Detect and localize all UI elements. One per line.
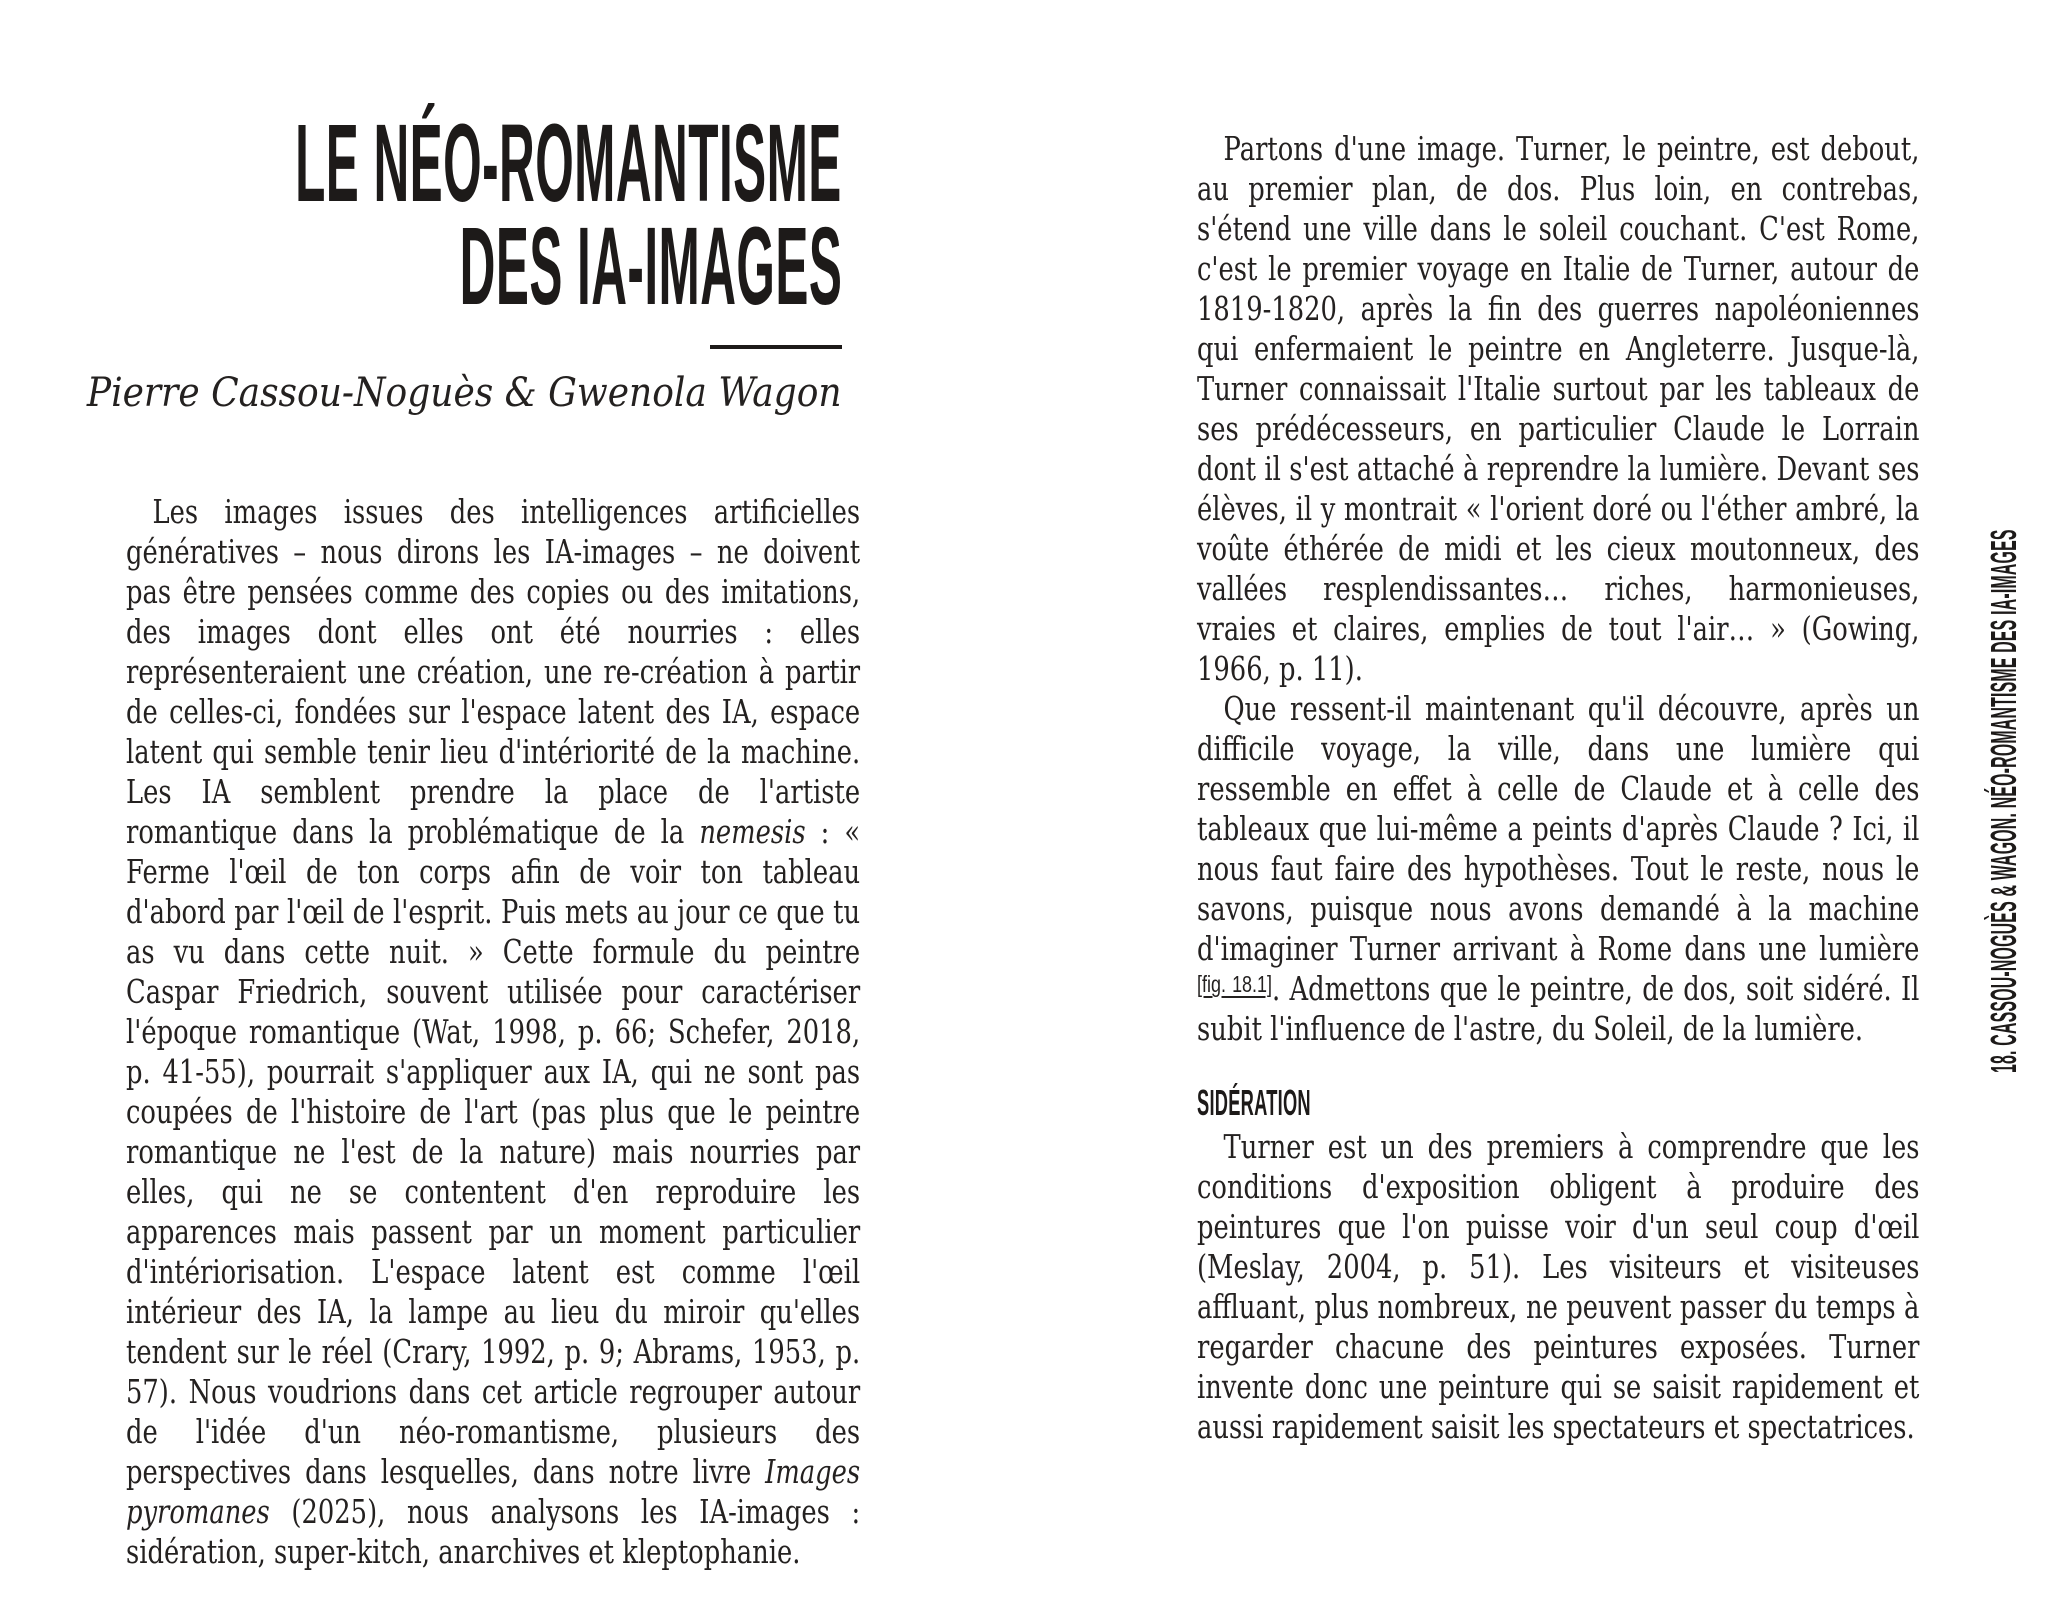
section-heading [1197,1083,1919,1123]
emphasized-text: nemesis [699,812,806,851]
page-right-paragraphs-top [1197,129,1919,1049]
page-right-paragraphs-bottom [1197,1127,1919,1447]
body-text: Partons d'une image. Turner, le peintre, est debout, au premier plan, de dos. Plus loin, en contrebas, s'étend une ville dans le soleil couchant. C'est Rome, c'est le premier voyage en Italie de Turner, autour de 1819-1820, après la fin des guerres napoléoniennes qui enfermaient le peintre en Angleterre. Jusque-là, Turner connaissait l'Italie surtout par les tableaux de ses prédécesseurs, en particulier Claude le Lorrain dont il s'est attaché à reprendre la lumière. Devant ses élèves, il y montrait « l'orient doré ou l'éther ambré, la voûte éthérée de midi et les cieux moutonneux, des vallées resplendissantes… riches, harmonieuses, vraies et claires, emplies de tout l'air… » (Gowing, 1966, p. 11). [1197,129,1920,688]
figure-reference: [fig. 18.1] [1197,971,1273,997]
paragraph [1197,689,1919,1049]
page-right-body [1197,129,1919,1447]
running-header-text: 18. CASSOU-NOGUÈS & WAGON. NÉO-ROMANTISME DES IA-IMAGES [1983,529,2024,1073]
section-heading-label: SIDÉRATION [1197,1082,1311,1123]
emphasized-text: Images pyromanes [126,1452,861,1531]
body-text: : « Ferme l'œil de ton corps afin de voir ton tableau d'abord par l'œil de l'esprit. Puis mets au jour ce que tu as vu dans cette nuit. » Cette formule du peintre Caspar Friedrich, souvent utilisée pour caractériser l'époque romantique (Wat, 1998, p. 66; Schefer, 2018, p. 41-55), pourrait s'appliquer aux IA, qui ne sont pas coupées de l'histoire de l'art (pas plus que le peintre romantique ne l'est de la nature) mais nourries par elles, qui ne se contentent d'en reproduire les apparences mais passent par un moment particulier d'intériorisation. L'espace latent est comme l'œil intérieur des IA, la lampe au lieu du miroir qu'elles tendent sur le réel (Crary, 1992, p. 9; Abrams, 1953, p. 57). Nous voudrions dans cet article regrouper autour de l'idée d'un néo-romantisme, plusieurs des perspectives dans lesquelles, dans notre livre [126,812,861,1491]
paragraph [1197,129,1919,689]
body-text: Les images issues des intelligences artificielles génératives – nous dirons les IA-images – ne doivent pas être pensées comme des copies ou des imitations, des images dont elles ont été nourries : elles représenteraient une création, une re-création à partir de celles-ci, fondées sur l'espace latent des IA, espace latent qui semble tenir lieu d'intériorité de la machine. Les IA semblent prendre la place de l'artiste romantique dans la problématique de la [126,492,861,851]
article-title-line-2: DES IA-IMAGES [459,205,842,328]
body-text: . Admettons que le peintre, de dos, soit sidéré. Il subit l'influence de l'astre, du Soleil, de la lumière. [1197,969,1920,1048]
body-text: Turner est un des premiers à comprendre que les conditions d'exposition obligent à produire des peintures que l'on puisse voir d'un seul coup d'œil (Meslay, 2004, p. 51). Les visiteurs et visiteuses affluant, plus nombreux, ne peuvent passer du temps à regarder chacune des peintures exposées. Turner invente donc une peinture qui se saisit rapidement et aussi rapidement saisit les spectateurs et spectatrices. [1197,1127,1920,1446]
paragraph [1197,1127,1919,1447]
running-header-vertical [1983,529,2024,1073]
body-text: Que ressent-il maintenant qu'il découvre, après un difficile voyage, la ville, dans une lumière qui ressemble en effet à celle de Claude et à celle des tableaux que lui-même a peints d'après Claude ? Ici, il nous faut faire des hypothèses. Tout le reste, nous le savons, puisque nous avons demandé à la machine d'imaginer Turner arrivant à Rome dans une lumière [1197,689,1920,968]
article-title-line-1: LE NÉO-ROMANTISME [295,102,842,225]
authors-byline: Pierre Cassou-Noguès & Gwenola Wagon [87,370,842,416]
body-text: (2025), nous analysons les IA-images : sidération, super-kitch, anarchives et kleptophanie. [126,1492,861,1571]
